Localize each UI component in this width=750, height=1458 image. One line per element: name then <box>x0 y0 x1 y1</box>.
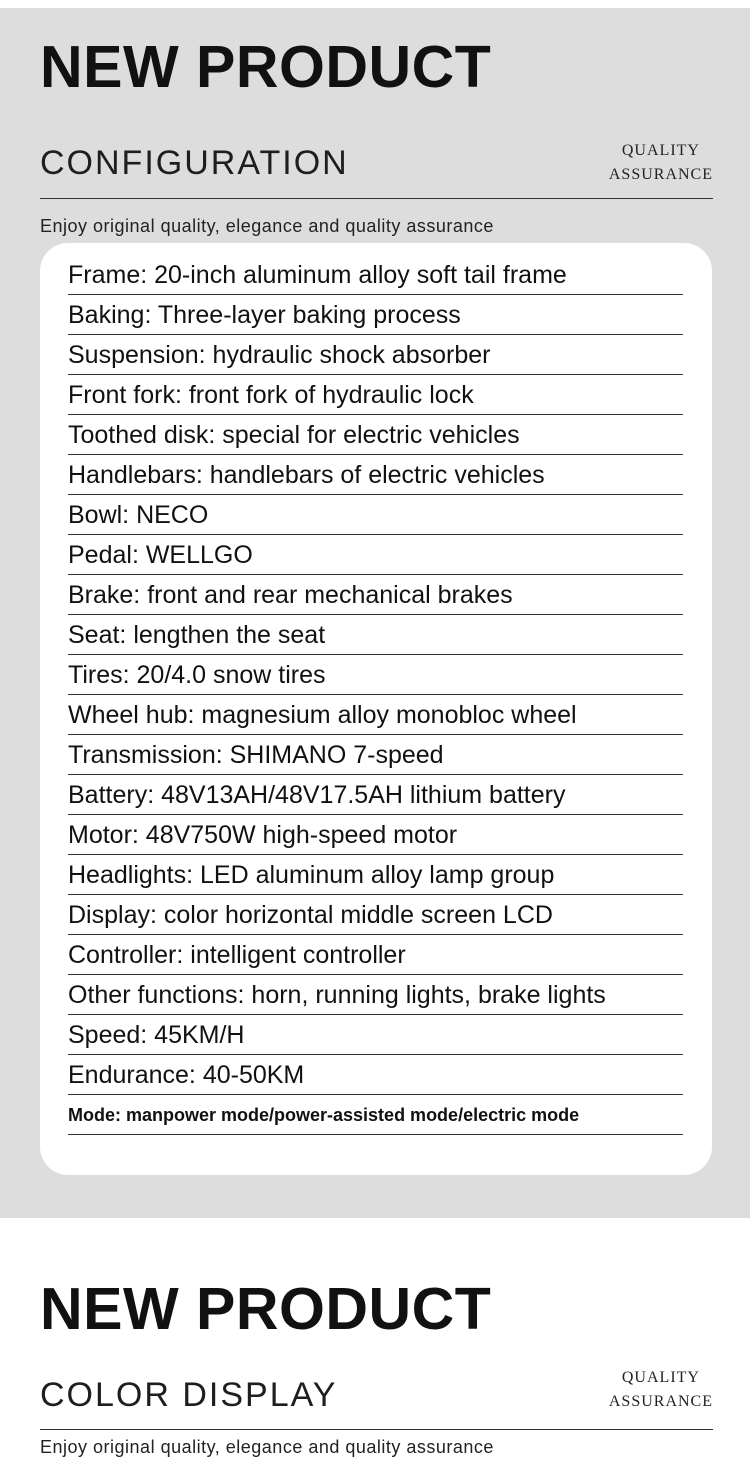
spec-row-headlights: Headlights: LED aluminum alloy lamp group <box>68 855 683 895</box>
color-display-header <box>40 1276 713 1457</box>
quality-assurance-badge <box>609 139 713 187</box>
spec-row-front-fork: Front fork: front fork of hydraulic lock <box>68 375 683 415</box>
section-subtitle: COLOR DISPLAY <box>40 1376 338 1414</box>
spec-row-mode: Mode: manpower mode/power-assisted mode/electric mode <box>68 1095 683 1135</box>
spec-row-endurance: Endurance: 40-50KM <box>68 1055 683 1095</box>
spec-row-speed: Speed: 45KM/H <box>68 1015 683 1055</box>
spec-row-handlebars: Handlebars: handlebars of electric vehicles <box>68 455 683 495</box>
color-display-section <box>0 1218 750 1456</box>
spec-row-motor: Motor: 48V750W high-speed motor <box>68 815 683 855</box>
spec-row-display: Display: color horizontal middle screen LCD <box>68 895 683 935</box>
top-margin <box>0 0 750 8</box>
section-tagline: Enjoy original quality, elegance and quality assurance <box>40 1437 494 1457</box>
header-divider <box>40 1429 713 1430</box>
section-subtitle: CONFIGURATION <box>40 144 349 182</box>
configuration-header <box>40 34 713 236</box>
header-divider <box>40 198 713 199</box>
badge-line-2: ASSURANCE <box>608 166 713 183</box>
spec-row-brake: Brake: front and rear mechanical brakes <box>68 575 683 615</box>
section-title: NEW PRODUCT <box>40 1276 492 1342</box>
spec-row-wheel-hub: Wheel hub: magnesium alloy monobloc wheel <box>68 695 683 735</box>
spec-row-pedal: Pedal: WELLGO <box>68 535 683 575</box>
section-title: NEW PRODUCT <box>40 34 492 100</box>
spec-row-seat: Seat: lengthen the seat <box>68 615 683 655</box>
spec-row-toothed-disk: Toothed disk: special for electric vehicles <box>68 415 683 455</box>
spec-row-transmission: Transmission: SHIMANO 7-speed <box>68 735 683 775</box>
badge-line-2: ASSURANCE <box>608 1393 713 1410</box>
spec-row-tires: Tires: 20/4.0 snow tires <box>68 655 683 695</box>
spec-row-frame: Frame: 20-inch aluminum alloy soft tail frame <box>68 255 683 295</box>
spec-row-controller: Controller: intelligent controller <box>68 935 683 975</box>
quality-assurance-badge <box>609 1366 713 1414</box>
spec-list <box>68 255 683 1135</box>
spec-row-battery: Battery: 48V13AH/48V17.5AH lithium battery <box>68 775 683 815</box>
badge-line-1: QUALITY <box>621 1369 700 1386</box>
spec-row-suspension: Suspension: hydraulic shock absorber <box>68 335 683 375</box>
section-tagline: Enjoy original quality, elegance and quality assurance <box>40 216 494 236</box>
spec-row-other-functions: Other functions: horn, running lights, brake lights <box>68 975 683 1015</box>
spec-row-baking: Baking: Three-layer baking process <box>68 295 683 335</box>
badge-line-1: QUALITY <box>621 142 700 159</box>
spec-card <box>40 243 712 1175</box>
spec-row-bowl: Bowl: NECO <box>68 495 683 535</box>
configuration-section <box>0 8 750 1218</box>
